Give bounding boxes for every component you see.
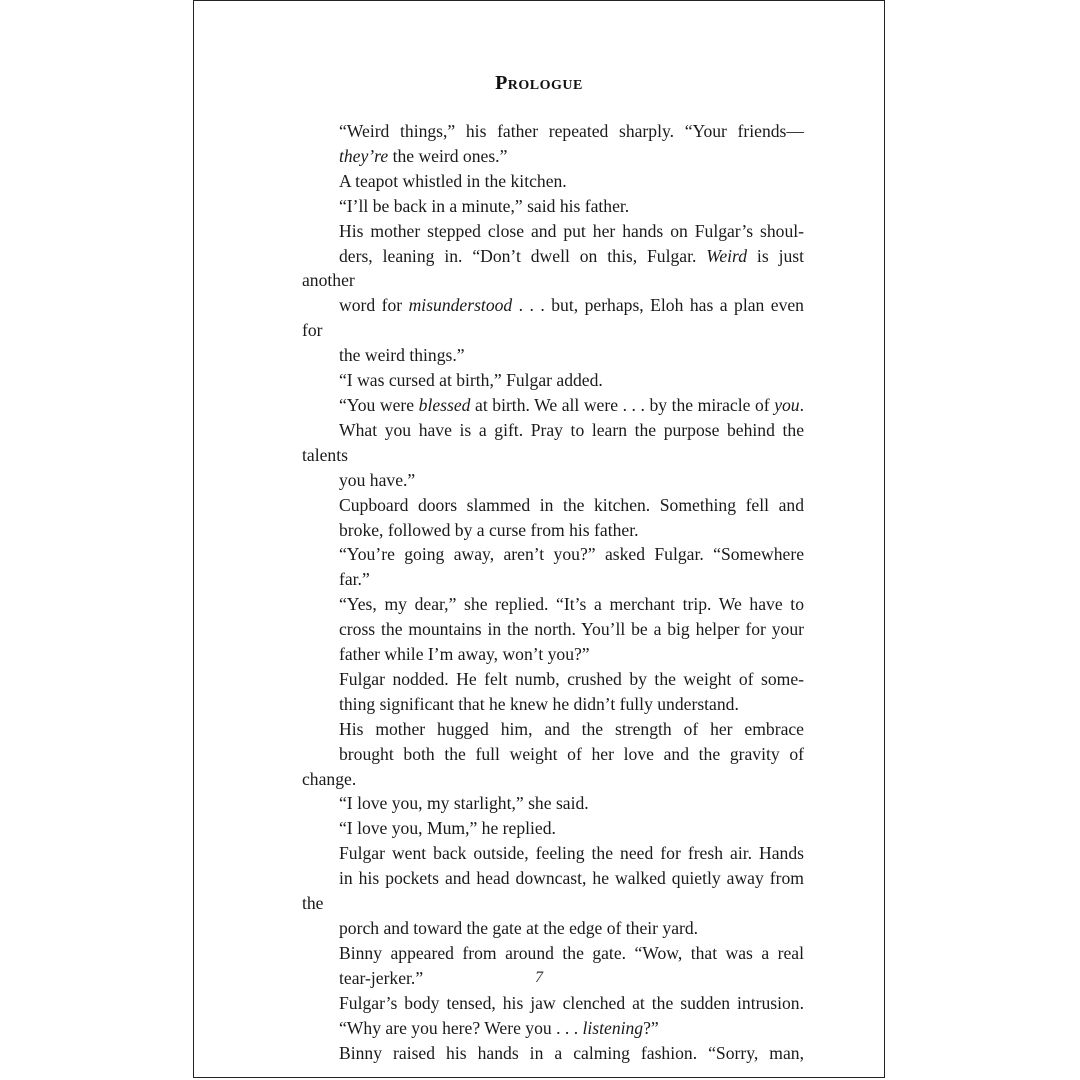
text-line xyxy=(302,493,804,518)
text-run: in his pockets and head downcast, he walked quietly away from the xyxy=(302,868,804,914)
text-line xyxy=(302,219,804,244)
text-run: “I love you, my starlight,” she said. xyxy=(339,793,589,814)
text-run: Binny appeared from around the gate. “Wow, that was a real xyxy=(339,942,804,963)
paragraph xyxy=(302,169,804,194)
text-line xyxy=(302,592,804,617)
text-line xyxy=(302,368,804,393)
text-run: brought both the full weight of her love and the gravity of change. xyxy=(302,743,804,789)
text-line xyxy=(302,418,804,468)
text-line xyxy=(302,144,804,169)
paragraph xyxy=(302,493,804,543)
italic-text: they’re xyxy=(339,145,389,166)
text-run: tear-jerker.” xyxy=(339,967,424,988)
italic-text: misunderstood xyxy=(408,295,513,316)
text-run: you have.” xyxy=(339,469,416,490)
text-line xyxy=(302,169,804,194)
text-line xyxy=(302,244,804,294)
paragraph xyxy=(302,542,804,592)
text-line xyxy=(302,916,804,941)
italic-text: listening xyxy=(582,1017,644,1038)
text-run: “I’ll be back in a minute,” said his father. xyxy=(339,195,630,216)
text-run: Fulgar’s body tensed, his jaw clenched at the sudden intrusion. xyxy=(339,992,804,1013)
text-line xyxy=(302,518,804,543)
text-line xyxy=(302,816,804,841)
text-run: broke, followed by a curse from his father. xyxy=(339,519,639,540)
italic-text: Weird xyxy=(706,245,748,266)
paragraph xyxy=(302,667,804,717)
text-run: “You’re going away, aren’t you?” asked Fulgar. “Somewhere xyxy=(339,544,804,565)
text-run: father while I’m away, won’t you?” xyxy=(339,644,590,665)
text-line xyxy=(302,119,804,144)
italic-text: you xyxy=(774,394,800,415)
text-run: “Why are you here? Were you . . . xyxy=(339,1017,583,1038)
paragraph xyxy=(302,791,804,816)
italic-text: blessed xyxy=(418,394,471,415)
body-text xyxy=(302,119,804,1065)
paragraph xyxy=(302,194,804,219)
text-line xyxy=(302,742,804,792)
text-run: cross the mountains in the north. You’ll be a big helper for your xyxy=(339,619,804,640)
text-run: “I love you, Mum,” he replied. xyxy=(339,818,556,839)
text-line xyxy=(302,717,804,742)
text-run: “I was cursed at birth,” Fulgar added. xyxy=(339,370,603,391)
paragraph xyxy=(302,1041,804,1066)
text-line xyxy=(302,293,804,343)
text-run: ?” xyxy=(643,1017,659,1038)
text-run: . . . but, perhaps, Eloh has a plan even for xyxy=(302,295,804,341)
text-line xyxy=(302,941,804,966)
paragraph xyxy=(302,119,804,169)
text-line xyxy=(302,692,804,717)
text-run: “You were xyxy=(339,394,419,415)
page-number: 7 xyxy=(535,969,543,986)
text-line xyxy=(302,667,804,692)
text-line xyxy=(302,468,804,493)
text-line xyxy=(302,617,804,642)
text-run: the weird things.” xyxy=(339,345,465,366)
text-run: thing significant that he knew he didn’t fully understand. xyxy=(339,693,739,714)
paragraph xyxy=(302,841,804,941)
text-run: “Weird things,” his father repeated sharply. “Your friends— xyxy=(339,121,804,141)
text-run: word for xyxy=(339,295,409,316)
text-run: A teapot whistled in the kitchen. xyxy=(339,170,567,191)
paragraph xyxy=(302,991,804,1041)
paragraph xyxy=(302,219,804,368)
text-run: at birth. We all were . . . by the miracle of xyxy=(470,394,775,415)
book-page xyxy=(193,0,885,1078)
text-line xyxy=(302,642,804,667)
text-run: Binny raised his hands in a calming fashion. “Sorry, man, xyxy=(339,1042,804,1063)
text-line xyxy=(302,393,804,418)
text-run: “Yes, my dear,” she replied. “It’s a merchant trip. We have to xyxy=(339,594,804,615)
text-line xyxy=(302,791,804,816)
text-run: His mother hugged him, and the strength of her embrace xyxy=(339,718,804,739)
text-run: . xyxy=(799,394,804,415)
text-line xyxy=(302,991,804,1016)
text-line xyxy=(302,1016,804,1041)
text-run: far.” xyxy=(339,569,370,590)
text-run: Cupboard doors slammed in the kitchen. Something fell and xyxy=(339,494,804,515)
text-run: Fulgar nodded. He felt numb, crushed by the weight of some- xyxy=(339,668,804,689)
paragraph xyxy=(302,393,804,493)
text-line xyxy=(302,343,804,368)
chapter-heading: Prologue xyxy=(495,72,583,94)
paragraph xyxy=(302,816,804,841)
text-run: the weird ones.” xyxy=(388,145,508,166)
text-line xyxy=(302,1041,804,1066)
paragraph xyxy=(302,368,804,393)
text-line xyxy=(302,841,804,866)
paragraph xyxy=(302,592,804,667)
text-run: His mother stepped close and put her hands on Fulgar’s shoul- xyxy=(339,220,804,241)
text-line xyxy=(302,866,804,916)
text-line xyxy=(302,542,804,567)
text-run: Fulgar went back outside, feeling the need for fresh air. Hands xyxy=(339,843,804,864)
paragraph xyxy=(302,717,804,792)
text-run: ders, leaning in. “Don’t dwell on this, Fulgar. xyxy=(339,245,707,266)
text-run: porch and toward the gate at the edge of their yard. xyxy=(339,918,699,938)
text-line xyxy=(302,567,804,592)
text-run: What you have is a gift. Pray to learn the purpose behind the talents xyxy=(302,419,804,465)
text-line xyxy=(302,194,804,219)
text-run: is just another xyxy=(302,245,804,291)
